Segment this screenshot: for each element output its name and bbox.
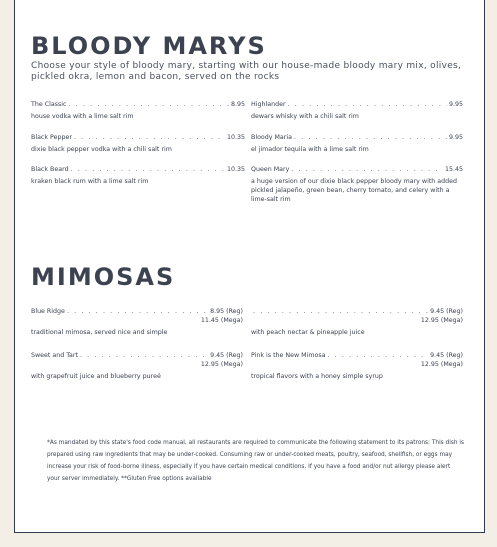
item-description: with grapefruit juice and blueberry pureé: [31, 373, 161, 380]
mimosas-title: MIMOSAS: [31, 263, 176, 291]
item-description: dewars whisky with a chili salt rim: [251, 113, 359, 120]
leader-dots: [291, 165, 443, 174]
item-description: traditional mimosa, served nice and simple: [31, 329, 168, 336]
item-name: Sweet and Tart: [31, 352, 78, 359]
leader-dots: [288, 100, 447, 109]
menu-item: [251, 165, 463, 204]
item-price: 9.45 (Reg): [430, 352, 463, 359]
menu-item: [31, 165, 245, 186]
item-price: 9.95: [448, 134, 463, 141]
item-description: house vodka with a lime salt rim: [31, 113, 134, 120]
item-name: Highlander: [251, 101, 286, 108]
item-description: dixie black pepper vodka with a chili salt rim: [31, 146, 172, 153]
item-name: Pink is the New Mimosa: [251, 352, 326, 359]
bloody-marys-intro: Choose your style of bloody mary, starting with our house-made bloody mary mix, olives, pickled okra, lemon and bacon, served on the rocks: [31, 61, 462, 82]
menu-item: [31, 307, 243, 337]
item-price: 9.95: [448, 101, 463, 108]
item-price: 10.35: [226, 166, 245, 173]
item-description: el jimador tequila with a lime salt rim: [251, 146, 369, 153]
item-price: 9.45 (Reg): [210, 352, 243, 359]
menu-item: [31, 100, 245, 121]
leader-dots: [294, 133, 447, 142]
item-description: a huge version of our dixie black pepper bloody mary with added pickled jalapeño, green bean, cherry tomato, and celery with a lime-salt rim: [251, 178, 457, 203]
item-name: Black Beard: [31, 166, 69, 173]
menu-item: [31, 133, 245, 154]
menu-item: [251, 307, 463, 337]
item-price-mega: 11.45 (Mega): [200, 317, 243, 324]
item-description: with peach nectar & pineapple juice: [251, 329, 365, 336]
leader-dots: [67, 307, 208, 316]
item-price: 10.35: [226, 134, 245, 141]
food-safety-footnote: *As mandated by this state's food code manual, all restaurants are required to communicate the following statement to its patrons: This dish is prepared using raw ingredients that may be under-cooked. Consuming raw or under-cooked meats, poultry, seafood, shellfish, or eggs may increase your risk of food-borne illness, especially if you have certain medical conditions. If you have a food and/or nut allergy please alert your server immediately. **Gluten Free options available: [47, 440, 465, 482]
item-name: Blue Ridge: [31, 308, 65, 315]
item-price: 8.95 (Reg): [210, 308, 243, 315]
item-price-mega: 12.95 (Mega): [420, 317, 463, 324]
menu-item: [31, 351, 243, 381]
item-name: The Classic: [31, 101, 67, 108]
leader-dots: [80, 351, 208, 360]
leader-dots: [253, 307, 428, 316]
menu-item: [251, 133, 463, 154]
leader-dots: [71, 165, 225, 174]
item-price: 8.95: [230, 101, 245, 108]
menu-item: [251, 351, 463, 381]
item-price-mega: 12.95 (Mega): [200, 361, 243, 368]
item-description: tropical flavors with a honey simple syrup: [251, 373, 383, 380]
bloody-marys-title: BLOODY MARYS: [31, 32, 267, 60]
menu-page: [14, 0, 485, 533]
item-description: kraken black rum with a lime salt rim: [31, 178, 149, 185]
menu-item: [251, 100, 463, 121]
leader-dots: [327, 351, 428, 360]
item-price-mega: 12.95 (Mega): [420, 361, 463, 368]
item-name: Queen Mary: [251, 166, 290, 173]
leader-dots: [69, 100, 229, 109]
item-name: Black Pepper: [31, 134, 72, 141]
leader-dots: [74, 133, 225, 142]
item-name: Bloody Maria: [251, 134, 292, 141]
item-price: 15.45: [444, 166, 463, 173]
item-price: 9.45 (Reg): [430, 308, 463, 315]
